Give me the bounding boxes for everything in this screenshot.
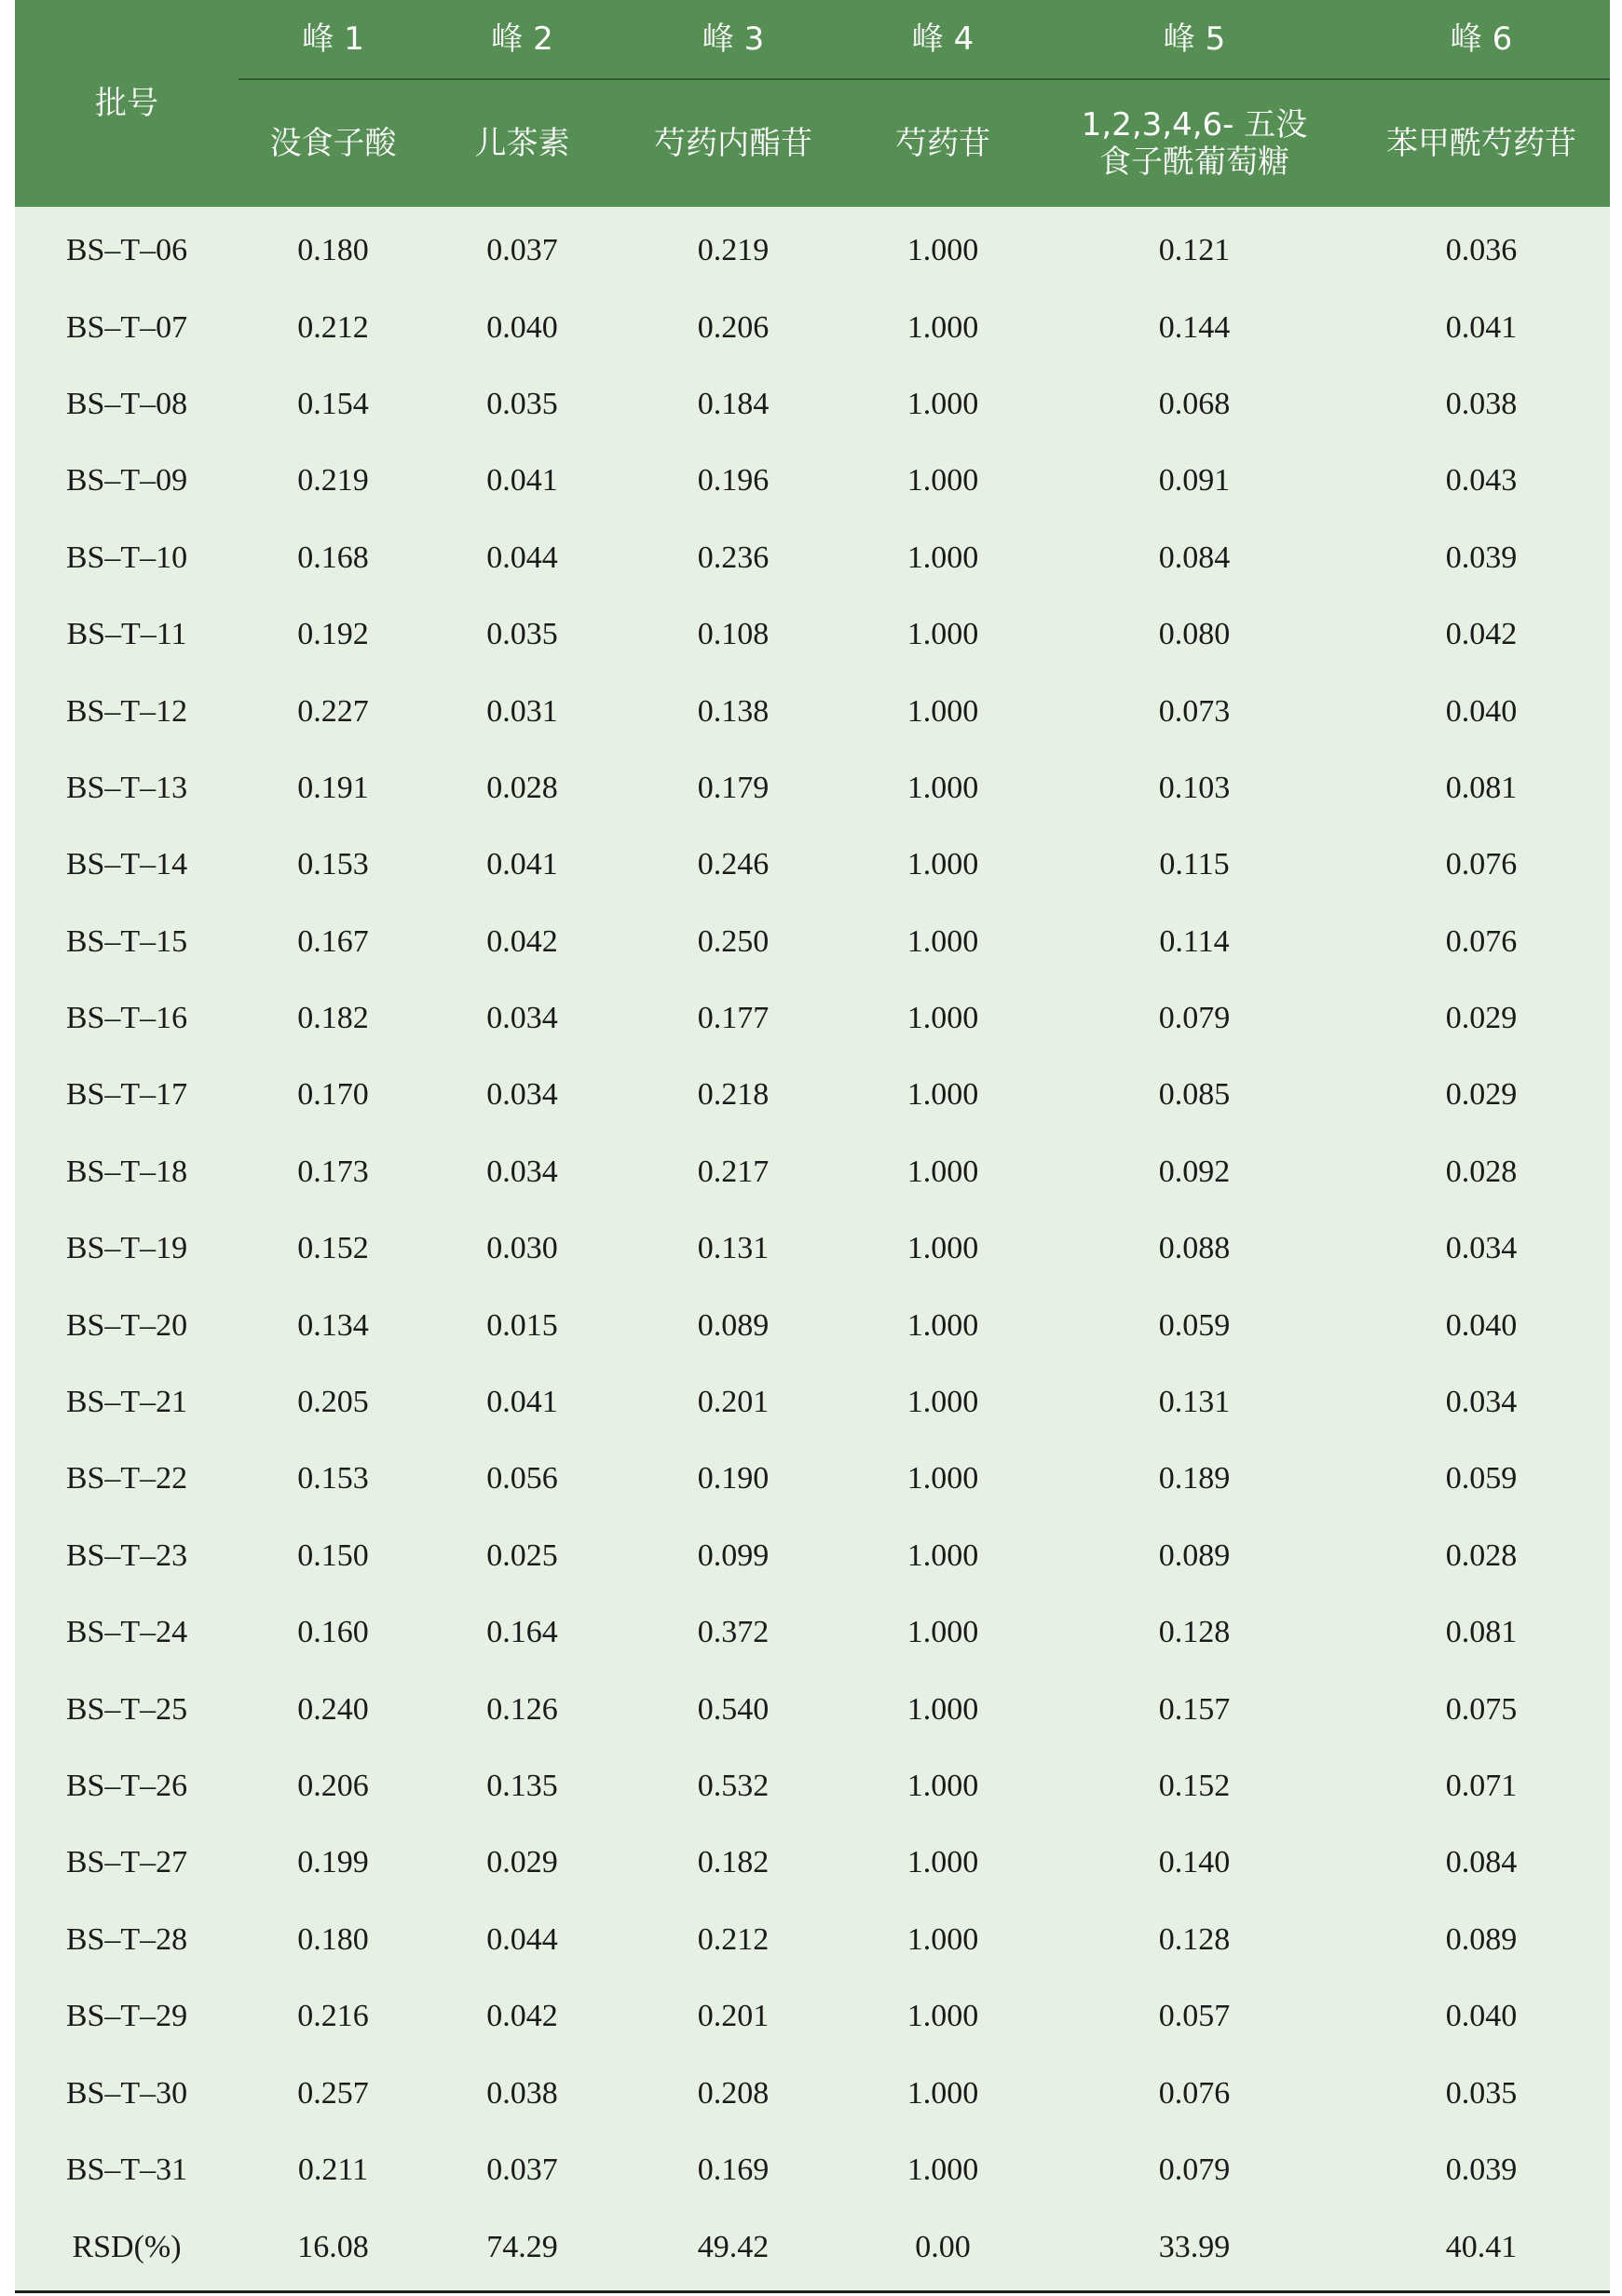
value-cell: 0.192 [297,617,369,652]
value-cell: 0.080 [1158,617,1231,652]
value-cell: 1.000 [906,770,979,805]
value-cell: 0.135 [486,1769,558,1803]
value-cell: 0.037 [486,233,558,268]
value-cell: 0.088 [1158,1231,1231,1266]
value-cell: 0.184 [697,386,770,421]
value-cell: 0.079 [1158,1001,1231,1036]
table-row [15,1134,1610,1210]
value-cell: 0.034 [486,1001,558,1036]
batch-cell: BS–T–27 [65,1845,188,1880]
table-row [15,443,1610,519]
value-cell: 1.000 [906,847,979,882]
value-cell: 0.073 [1158,693,1231,729]
value-cell: 0.206 [697,309,770,345]
peak-header-3: 峰 3 [617,0,850,79]
value-cell: 0.081 [1445,1615,1518,1650]
value-cell: 0.037 [486,2152,558,2187]
value-cell: 0.103 [1158,770,1231,805]
value-cell: 0.034 [1445,1231,1518,1266]
value-cell: 1.000 [906,309,979,345]
batch-cell: BS–T–13 [65,770,188,805]
value-cell: 0.196 [697,463,770,499]
batch-cell: BS–T–10 [65,540,188,575]
value-cell: 1.000 [906,1154,979,1189]
value-cell: 0.028 [1445,1154,1518,1189]
value-cell: 0.035 [486,386,558,421]
batch-cell: BS–T–07 [65,309,188,345]
value-cell: 0.068 [1158,386,1231,421]
value-cell: 1.000 [906,1385,979,1420]
rsd-label: RSD(%) [72,2230,182,2265]
batch-cell: BS–T–09 [65,463,188,499]
value-cell: 0.059 [1445,1461,1518,1496]
batch-header: 批号 [15,0,239,207]
value-cell: 0.034 [486,1154,558,1189]
value-cell: 0.059 [1158,1307,1231,1343]
table-row [15,827,1610,903]
value-cell: 0.042 [1445,617,1518,652]
table-body [15,207,1610,2287]
value-cell: 0.152 [297,1231,369,1266]
rsd-row [15,2208,1610,2287]
value-cell: 0.091 [1158,463,1231,499]
value-cell: 0.532 [697,1769,770,1803]
value-cell: 0.044 [486,540,558,575]
value-cell: 0.099 [697,1538,770,1573]
value-cell: 0.177 [697,1001,770,1036]
value-cell: 0.219 [297,463,369,499]
value-cell: 0.089 [697,1307,770,1343]
value-cell: 0.071 [1445,1769,1518,1803]
value-cell: 0.115 [1159,847,1230,882]
value-cell: 1.000 [906,1307,979,1343]
batch-cell: BS–T–23 [65,1538,188,1573]
value-cell: 0.034 [1445,1385,1518,1420]
value-cell: 0.189 [1158,1461,1231,1496]
compound-name-line: 苯甲酰芍药苷 [1386,125,1576,162]
value-cell: 0.035 [1445,2075,1518,2111]
value-cell: 0.153 [297,847,369,882]
compound-name-line: 食子酰葡萄糖 [1099,144,1289,181]
value-cell: 0.153 [297,1461,369,1496]
compound-name-line: 芍药内酯苷 [654,125,812,162]
value-cell: 0.015 [486,1307,558,1343]
value-cell: 0.108 [697,617,770,652]
value-cell: 0.041 [1445,309,1518,345]
value-cell: 0.042 [486,1999,558,2034]
value-cell: 0.180 [297,233,369,268]
value-cell: 0.246 [697,847,770,882]
value-cell: 1.000 [906,1077,979,1113]
value-cell: 0.079 [1158,2152,1231,2187]
value-cell: 0.240 [297,1691,369,1727]
value-cell: 1.000 [906,1001,979,1036]
table-row [15,2132,1610,2208]
value-cell: 0.236 [697,540,770,575]
batch-cell: BS–T–16 [65,1001,188,1036]
value-cell: 0.227 [297,693,369,729]
compound-header-1 [239,79,428,207]
batch-cell: BS–T–06 [65,233,188,268]
rsd-value-cell: 49.42 [697,2230,770,2265]
value-cell: 0.140 [1158,1845,1231,1880]
rsd-value-cell: 40.41 [1445,2230,1518,2265]
value-cell: 0.076 [1158,2075,1231,2111]
value-cell: 0.029 [486,1845,558,1880]
value-cell: 1.000 [906,2075,979,2111]
value-cell: 0.540 [697,1691,770,1727]
value-cell: 1.000 [906,386,979,421]
value-cell: 0.092 [1158,1154,1231,1189]
compound-name-line: 儿茶素 [474,125,570,162]
value-cell: 0.173 [297,1154,369,1189]
value-cell: 0.038 [486,2075,558,2111]
batch-cell: BS–T–28 [65,1921,188,1957]
value-cell: 0.031 [486,693,558,729]
value-cell: 0.084 [1158,540,1231,575]
value-cell: 1.000 [906,1999,979,2034]
batch-cell: BS–T–15 [65,923,188,959]
compound-name-line: 没食子酸 [269,125,397,162]
value-cell: 0.257 [297,2075,369,2111]
value-cell: 0.182 [697,1845,770,1880]
value-cell: 0.217 [697,1154,770,1189]
value-cell: 0.205 [297,1385,369,1420]
value-cell: 1.000 [906,693,979,729]
value-cell: 0.180 [297,1921,369,1957]
value-cell: 0.034 [486,1077,558,1113]
table-row [15,1441,1610,1517]
value-cell: 0.084 [1445,1845,1518,1880]
value-cell: 0.038 [1445,386,1518,421]
compound-name-line: 芍药苷 [895,125,990,162]
value-cell: 0.182 [297,1001,369,1036]
value-cell: 1.000 [906,1538,979,1573]
value-cell: 0.040 [1445,693,1518,729]
table-row [15,1748,1610,1824]
value-cell: 0.250 [697,923,770,959]
value-cell: 0.028 [486,770,558,805]
value-cell: 1.000 [906,2152,979,2187]
value-cell: 0.081 [1445,770,1518,805]
peak-header-4: 峰 4 [850,0,1036,79]
value-cell: 0.160 [297,1615,369,1650]
value-cell: 0.179 [697,770,770,805]
value-cell: 1.000 [906,1769,979,1803]
value-cell: 0.036 [1445,233,1518,268]
value-cell: 0.144 [1158,309,1231,345]
table-row [15,980,1610,1057]
batch-cell: BS–T–26 [65,1769,188,1803]
value-cell: 0.169 [697,2152,770,2187]
value-cell: 0.089 [1158,1538,1231,1573]
rsd-value-cell: 16.08 [297,2230,369,2265]
value-cell: 1.000 [906,463,979,499]
batch-cell: BS–T–12 [65,693,188,729]
value-cell: 0.039 [1445,540,1518,575]
batch-cell: BS–T–11 [66,617,187,652]
value-cell: 0.043 [1445,463,1518,499]
table-row [15,1978,1610,2055]
batch-cell: BS–T–18 [65,1154,188,1189]
value-cell: 0.076 [1445,847,1518,882]
compound-header-4 [850,79,1036,207]
value-cell: 0.212 [297,309,369,345]
value-cell: 0.040 [1445,1307,1518,1343]
value-cell: 1.000 [906,1461,979,1496]
value-cell: 1.000 [906,923,979,959]
value-cell: 0.075 [1445,1691,1518,1727]
value-cell: 0.164 [486,1615,558,1650]
batch-cell: BS–T–20 [65,1307,188,1343]
value-cell: 0.150 [297,1538,369,1573]
value-cell: 0.170 [297,1077,369,1113]
relative-peak-area-table-container [15,0,1610,2293]
table-row [15,1287,1610,1363]
value-cell: 0.039 [1445,2152,1518,2187]
value-cell: 0.089 [1445,1921,1518,1957]
value-cell: 0.030 [486,1231,558,1266]
value-cell: 1.000 [906,617,979,652]
value-cell: 0.168 [297,540,369,575]
relative-peak-area-table [15,0,1610,2287]
table-row [15,596,1610,673]
value-cell: 0.134 [297,1307,369,1343]
peak-header-5: 峰 5 [1036,0,1353,79]
compound-header-5 [1036,79,1353,207]
value-cell: 0.035 [486,617,558,652]
batch-cell: BS–T–30 [65,2075,188,2111]
value-cell: 0.056 [486,1461,558,1496]
table-row [15,750,1610,827]
value-cell: 0.201 [697,1999,770,2034]
value-cell: 0.040 [486,309,558,345]
value-cell: 0.212 [697,1921,770,1957]
table-header [15,0,1610,207]
value-cell: 0.199 [297,1845,369,1880]
value-cell: 0.138 [697,693,770,729]
value-cell: 0.219 [697,233,770,268]
table-row [15,2055,1610,2131]
value-cell: 0.131 [1158,1385,1231,1420]
value-cell: 0.041 [486,463,558,499]
value-cell: 0.029 [1445,1001,1518,1036]
rsd-value-cell: 33.99 [1158,2230,1231,2265]
value-cell: 0.028 [1445,1538,1518,1573]
batch-cell: BS–T–17 [65,1077,188,1113]
batch-cell: BS–T–31 [65,2152,188,2187]
value-cell: 0.025 [486,1538,558,1573]
value-cell: 0.372 [697,1615,770,1650]
value-cell: 0.085 [1158,1077,1231,1113]
value-cell: 0.157 [1158,1691,1231,1727]
batch-cell: BS–T–08 [65,386,188,421]
batch-cell: BS–T–14 [65,847,188,882]
value-cell: 0.126 [486,1691,558,1727]
value-cell: 1.000 [906,1691,979,1727]
table-row [15,1671,1610,1747]
table-row [15,904,1610,980]
value-cell: 0.191 [297,770,369,805]
value-cell: 1.000 [906,1921,979,1957]
value-cell: 1.000 [906,540,979,575]
peak-header-2: 峰 2 [428,0,617,79]
table-row [15,1594,1610,1671]
value-cell: 0.208 [697,2075,770,2111]
value-cell: 0.128 [1158,1921,1231,1957]
table-row [15,1364,1610,1441]
table-row [15,673,1610,749]
value-cell: 0.218 [697,1077,770,1113]
value-cell: 0.076 [1445,923,1518,959]
value-cell: 0.121 [1158,233,1231,268]
table-row [15,520,1610,596]
batch-cell: BS–T–24 [65,1615,188,1650]
value-cell: 0.154 [297,386,369,421]
value-cell: 0.167 [297,923,369,959]
value-cell: 0.206 [297,1769,369,1803]
value-cell: 1.000 [906,1845,979,1880]
batch-cell: BS–T–25 [65,1691,188,1727]
table-row [15,1057,1610,1133]
value-cell: 1.000 [906,1615,979,1650]
table-row [15,1518,1610,1594]
batch-cell: BS–T–22 [65,1461,188,1496]
rsd-value-cell: 0.00 [915,2230,971,2265]
peak-header-6: 峰 6 [1353,0,1610,79]
batch-cell: BS–T–21 [65,1385,188,1420]
peak-header-1: 峰 1 [239,0,428,79]
value-cell: 0.041 [486,1385,558,1420]
value-cell: 1.000 [906,1231,979,1266]
table-row [15,1210,1610,1287]
value-cell: 1.000 [906,233,979,268]
batch-cell: BS–T–29 [65,1999,188,2034]
value-cell: 0.128 [1158,1615,1231,1650]
table-row [15,1824,1610,1901]
value-cell: 0.041 [486,847,558,882]
compound-name-row [15,79,1610,207]
value-cell: 0.057 [1158,1999,1231,2034]
value-cell: 0.044 [486,1921,558,1957]
value-cell: 0.190 [697,1461,770,1496]
value-cell: 0.201 [697,1385,770,1420]
compound-header-2 [428,79,617,207]
value-cell: 0.042 [486,923,558,959]
value-cell: 0.152 [1158,1769,1231,1803]
compound-header-6 [1353,79,1610,207]
batch-cell: BS–T–19 [65,1231,188,1266]
table-row [15,207,1610,289]
table-row [15,289,1610,365]
table-row [15,1902,1610,1978]
value-cell: 0.114 [1159,923,1230,959]
value-cell: 0.029 [1445,1077,1518,1113]
value-cell: 0.216 [297,1999,369,2034]
compound-header-3 [617,79,850,207]
value-cell: 0.211 [297,2152,369,2187]
peak-number-row [15,0,1610,79]
table-row [15,366,1610,443]
rsd-value-cell: 74.29 [486,2230,558,2265]
value-cell: 0.040 [1445,1999,1518,2034]
value-cell: 0.131 [697,1231,770,1266]
compound-name-line: 1,2,3,4,6- 五没 [1081,106,1308,144]
